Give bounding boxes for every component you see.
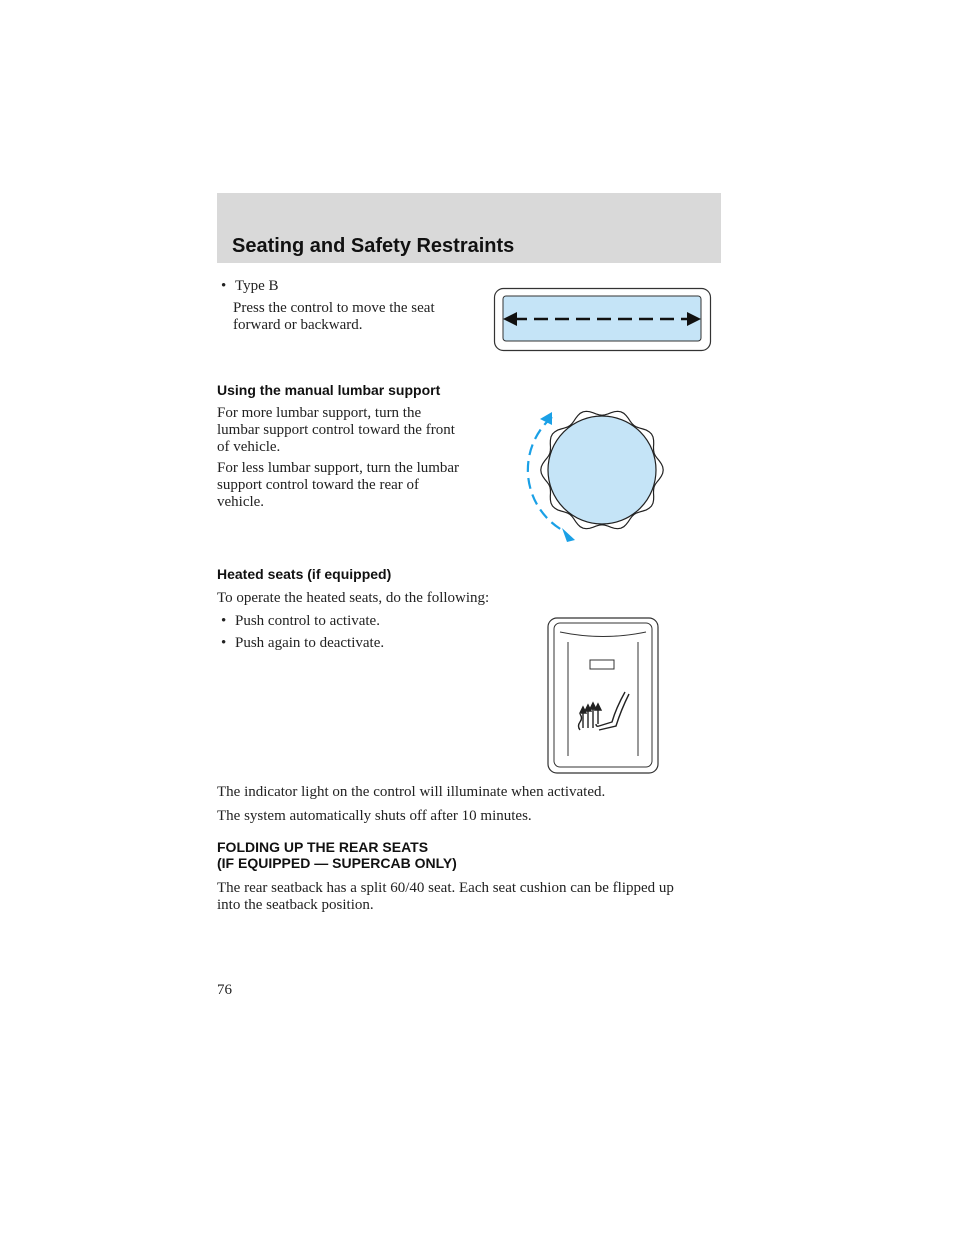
heated-bullet-activate: • Push control to activate. (235, 613, 380, 630)
section-title: Seating and Safety Restraints (232, 235, 515, 257)
folding-heading-line1: FOLDING UP THE REAR SEATS (217, 839, 429, 855)
page-number: 76 (217, 982, 232, 998)
folding-heading-line2: (IF EQUIPPED — SUPERCAB ONLY) (217, 855, 457, 871)
lumbar-para-more: For more lumbar support, turn the lumbar support control toward the front of vehicle. (217, 405, 455, 455)
heated-seat-switch-illustration (546, 616, 660, 776)
folding-text: The rear seatback has a split 60/40 seat. Each seat cushion can be flipped up into the seatback position. (217, 880, 674, 913)
indicator-light (590, 660, 614, 669)
heated-heading: Heated seats (if equipped) (217, 566, 392, 582)
seat-fore-aft-control-illustration (493, 287, 713, 353)
lumbar-para-less: For less lumbar support, turn the lumbar support control toward the rear of vehicle. (217, 460, 460, 510)
indicator-text: The indicator light on the control will illuminate when activated. (217, 784, 606, 800)
shutoff-text: The system automatically shuts off after 10 minutes. (217, 808, 532, 824)
lumbar-knob-illustration (512, 403, 672, 548)
type-b-bullet: • Type B (235, 278, 279, 295)
heated-intro: To operate the heated seats, do the following: (217, 590, 490, 606)
lumbar-heading: Using the manual lumbar support (217, 382, 441, 398)
heated-bullet-deactivate: • Push again to deactivate. (235, 635, 384, 652)
type-b-text: Press the control to move the seat forward or backward. (233, 300, 435, 333)
